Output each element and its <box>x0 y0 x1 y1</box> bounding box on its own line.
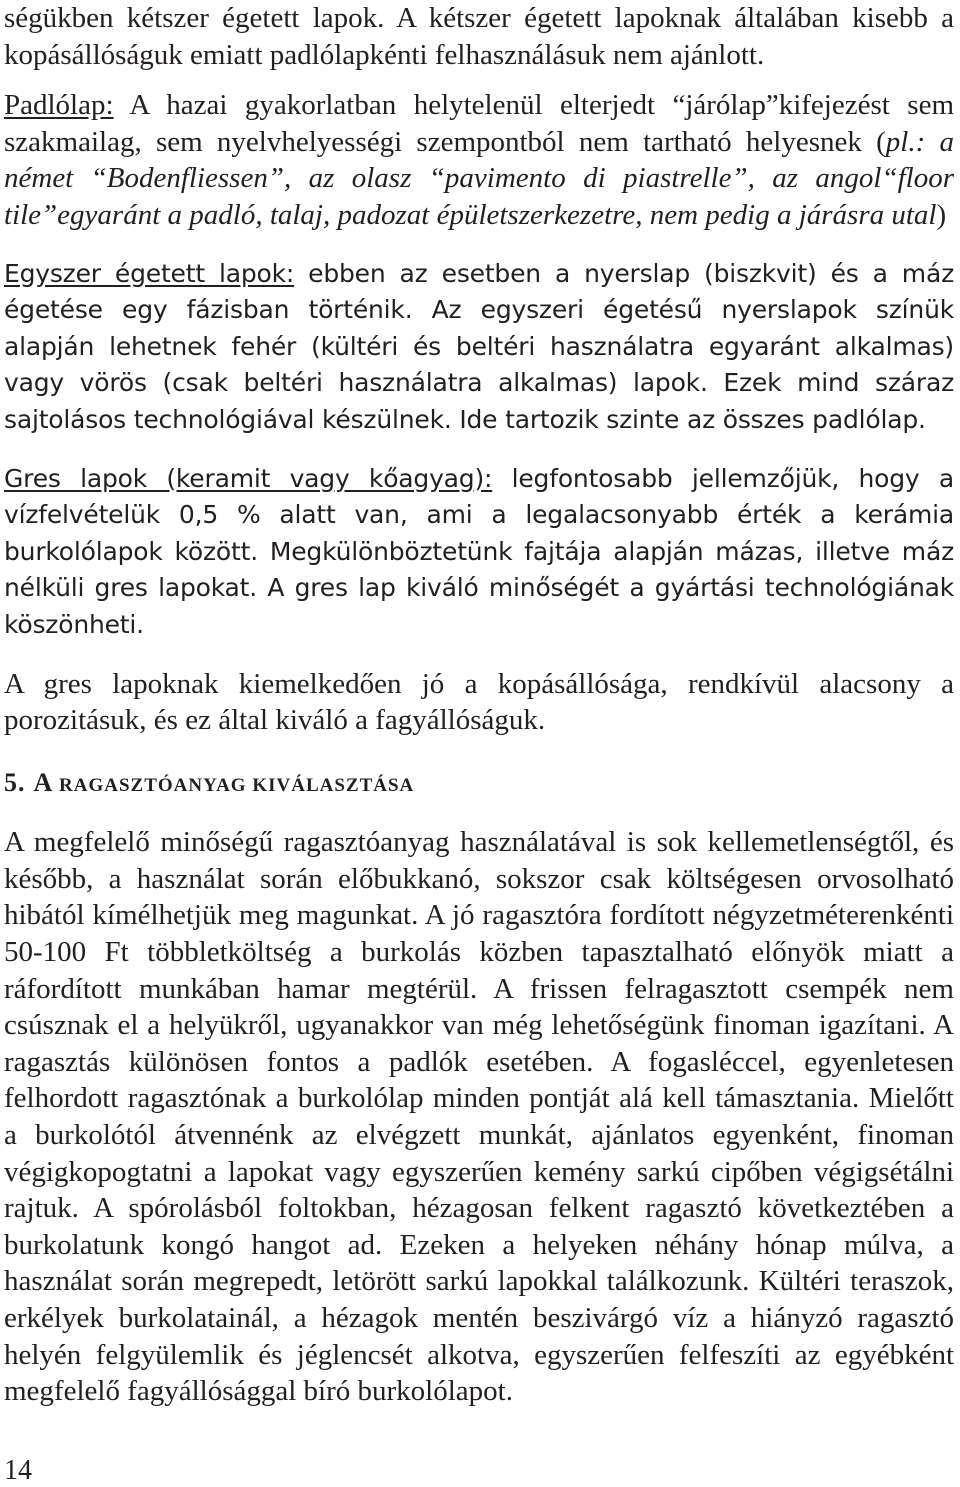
section-heading <box>4 765 954 805</box>
paragraph-egyszer-egetett-text: ebben az esetben a nyerslap (biszkvit) és a máz égetése egy fázisban történik. Az egyszeri égetésű nyerslapok színük alapján lehetnek fehér (kültéri és beltéri használatra egyaránt alkalmas) vagy vörös (csak beltéri használatra alkalmas) lapok. Ezek mind száraz sajtolásos technológiával készülnek. Ide tartozik szinte az összes padlólap. <box>4 258 954 434</box>
paragraph-padlolap-example: pl.: a német “Bodenfliessen”, az olasz “pavimento di piastrelle”, az angol“floor tile”egyaránt a padló, talaj, padozat épületszerkezetre, nem pedig a járásra utal <box>4 125 955 231</box>
page-number: 14 <box>4 1455 32 1486</box>
document-page <box>4 0 954 1410</box>
term-gres-lapok: Gres lapok (keramit vagy kőagyag): <box>4 463 493 493</box>
paragraph-gres-lapok <box>4 461 954 644</box>
term-padlolap: Padlólap: <box>4 89 114 122</box>
paragraph-kettos-egetes: ségükben kétszer égetett lapok. A kétszer égetett lapoknak általában kisebb a kopásállóságuk emiatt padlólapkénti felhasználásuk nem ajánlott. <box>4 2 954 71</box>
section-title-initial: A <box>33 767 54 797</box>
paragraph-gres-tulajdonsagok: A gres lapoknak kiemelkedően jó a kopásállósága, rendkívül alacsony a porozitásuk, és ez által kiváló a fagyállóságuk. <box>4 667 954 737</box>
paragraph-gres-lapok-text: legfontosabb jellemzőjük, hogy a vízfelvételük 0,5 % alatt van, ami a legalacsonyabb érték a kerámia burkolólapok között. Megkülönböztetünk fajtája alapján mázas, illetve máz nélküli gres lapokat. A gres lap kiváló minőségét a gyártási technológiának köszönheti. <box>4 463 954 639</box>
paragraph-padlolap-text: A hazai gyakorlatban helytelenül elterjedt “járólap”kifejezést sem szakmailag, sem nyelvhelyességi szempontból nem tartható helyesnek ( <box>4 89 954 158</box>
paragraph-ragaszto: A megfelelő minőségű ragasztóanyag használatával is sok kellemetlenségtől, és később, a használat során előbukkanó, sokszor csak költségesen orvosolható hibától kímélhetjük meg magunkat. A jó ragasztóra fordított négyzetméterenkénti 50-100 Ft többletköltség a burkolás közben tapasztalható előnyök miatt a ráfordított munkában hamar megtérül. A frissen felragasztott csempék nem csúsznak el a helyükről, ugyanakkor van még lehetőségünk finoman igazítani. A ragasztás különösen fontos a padlók esetében. A fogasléccel, egyenletesen felhordott ragasztónak a burkolólap minden pontját alá kell támasztania. Mielőtt a burkolótól átvennénk az elvégzett munkát, ajánlatos egyenként, finoman végigkopogtatni a lapokat vagy egyszerűen kemény sarkú cipőben végigsétálni rajtuk. A spórolásból foltokban, hézagosan felkent ragasztó következtében a burkolatunk kongó hangot ad. Ezeken a helyeken néhány hónap múlva, a használat során megrepedt, letörött sarkú lapokkal találkozunk. Kültéri teraszok, erkélyek burkolatainál, a hézagok mentén beszivárgó víz a hiányzó ragasztó helyén felgyülemlik és jéglencsét alkotva, egyszerűen felfeszíti az egyébként megfelelő fagyállósággal bíró burkolólapot. <box>4 826 954 1408</box>
section-number: 5. <box>4 767 26 797</box>
term-egyszer-egetett: Egyszer égetett lapok: <box>4 258 295 288</box>
section-title-rest: RAGASZTÓANYAG KIVÁLASZTÁSA <box>53 774 415 796</box>
paragraph-egyszer-egetett <box>4 256 954 439</box>
paragraph-padlolap-close: ) <box>936 198 947 231</box>
paragraph-padlolap <box>4 87 954 233</box>
